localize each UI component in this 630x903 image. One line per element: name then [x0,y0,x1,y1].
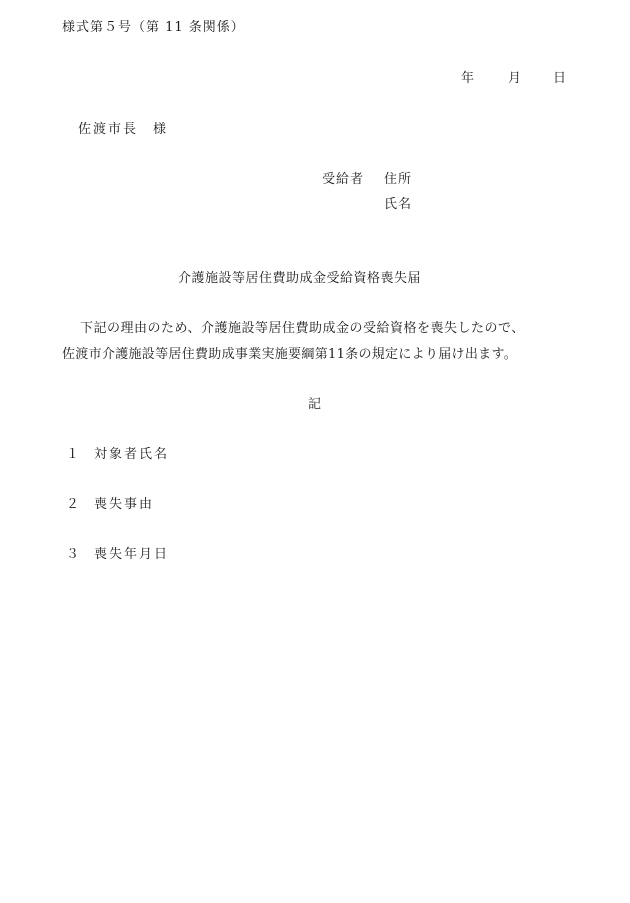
list-item-label: 喪失年月日 [94,547,170,562]
list-item-label: 対象者氏名 [94,447,170,462]
applicant-label: 受給者 [322,172,365,187]
form-number: 様式第５号（第 11 条関係） [62,20,245,35]
list-item-loss-reason [66,498,154,511]
addressee: 佐渡市長 様 [78,122,169,137]
body-text-line-1: 下記の理由のため、介護施設等居住費助成金の受給資格を喪失したので、 [80,321,525,336]
list-item-number: ３ [66,547,80,562]
list-item-number: １ [66,447,80,462]
name-label: 氏名 [384,197,413,212]
date-month-label: 月 [508,71,522,86]
date-year-label: 年 [461,71,475,86]
list-item-number: ２ [66,497,80,512]
ki-heading: 記 [308,397,322,412]
list-item-label: 喪失事由 [94,497,155,512]
document-title: 介護施設等居住費助成金受給資格喪失届 [178,271,422,286]
list-item-loss-date [66,548,169,561]
address-label: 住所 [384,172,413,187]
body-text-line-2: 佐渡市介護施設等居住費助成事業実施要綱第11条の規定により届け出ます。 [62,347,518,362]
list-item-target-person-name [66,448,169,461]
date-day-label: 日 [553,71,567,86]
